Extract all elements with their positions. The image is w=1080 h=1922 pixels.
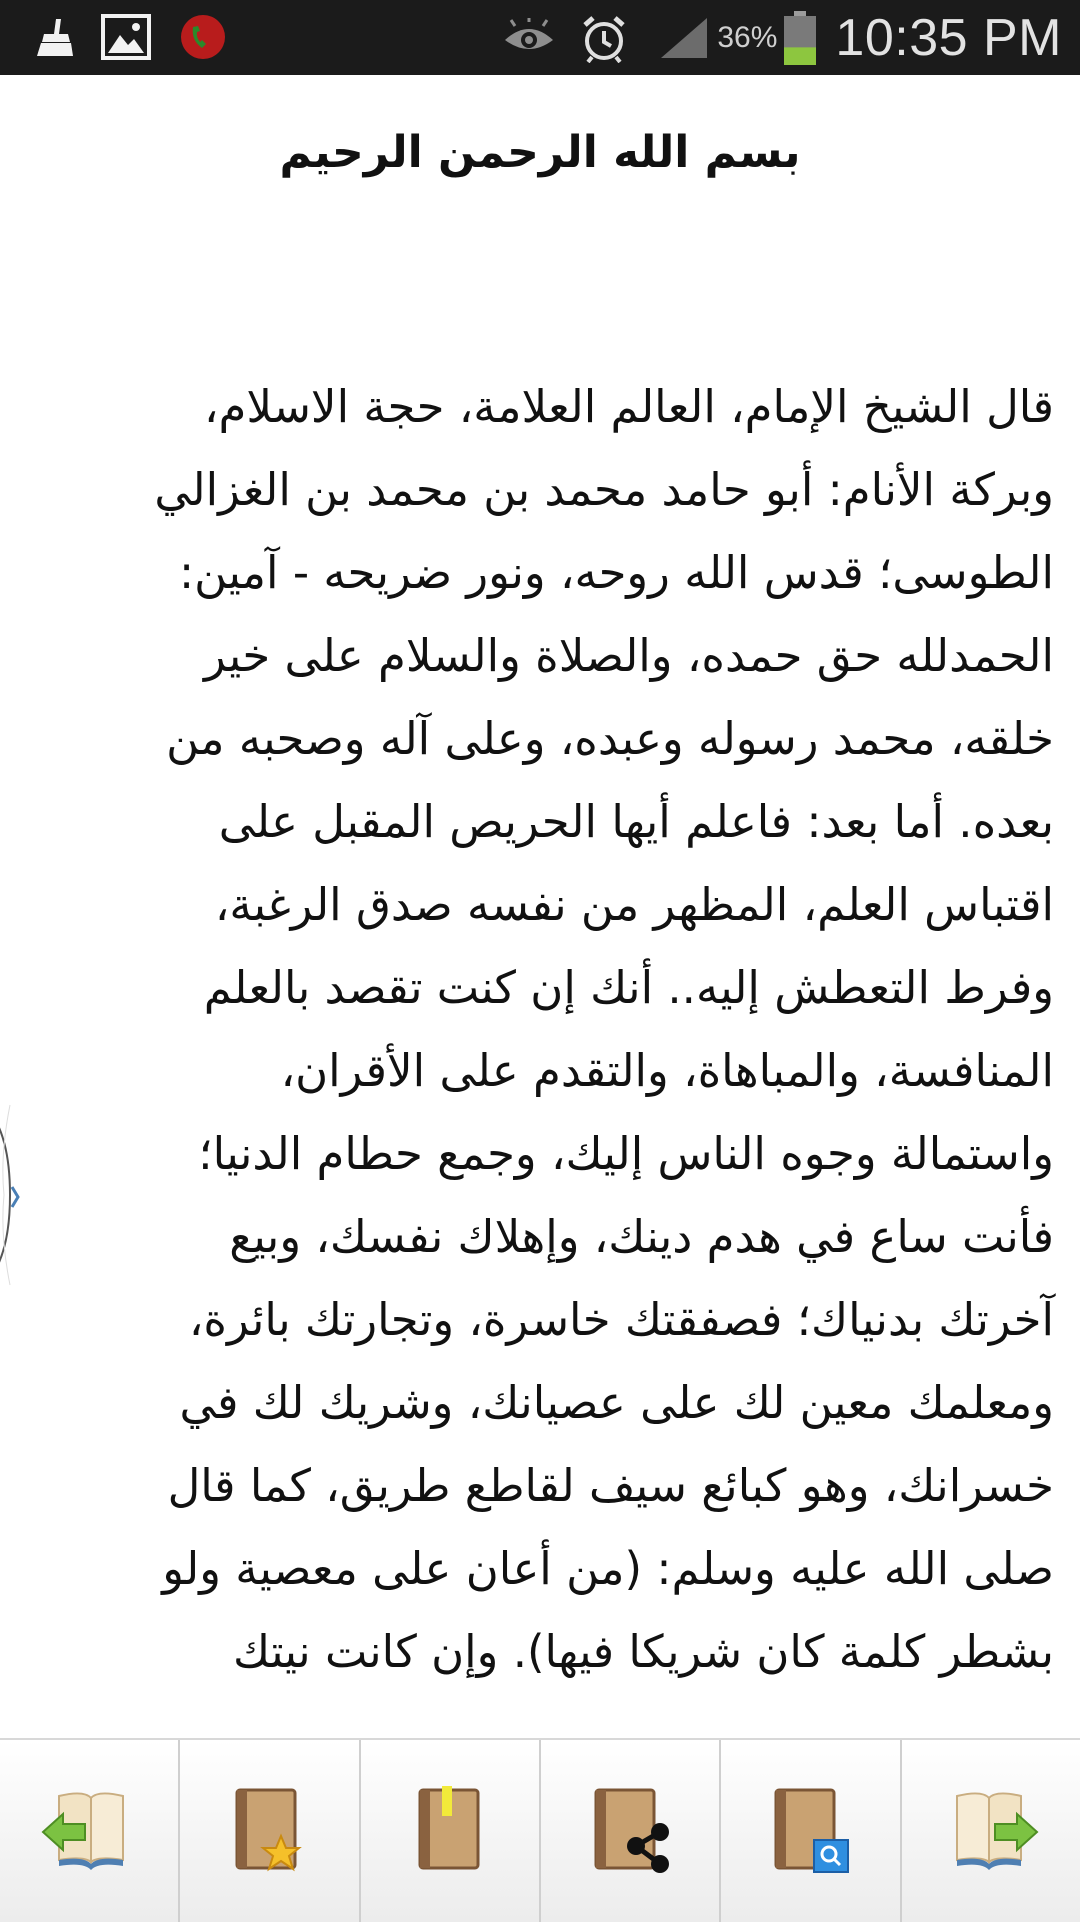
- book-arrow-right-icon: [941, 1784, 1041, 1878]
- battery-fill: [784, 47, 816, 65]
- alarm-icon: [579, 13, 629, 63]
- side-drawer-handle[interactable]: [0, 1095, 38, 1295]
- reader-content[interactable]: [0, 75, 1080, 1738]
- search-button[interactable]: [719, 1740, 899, 1922]
- text-line: وفرط التعطش إليه.. أنك إن كنت تقصد بالعلم: [203, 961, 1054, 1014]
- next-page-button[interactable]: [900, 1740, 1080, 1922]
- share-button[interactable]: [539, 1740, 719, 1922]
- favorite-button[interactable]: [178, 1740, 358, 1922]
- text-line: واستمالة وجوه الناس إليك، وجمع حطام الدنيا؛: [198, 1127, 1054, 1180]
- previous-page-button[interactable]: [0, 1740, 178, 1922]
- call-icon: [178, 12, 228, 62]
- status-indicators: [501, 0, 1062, 75]
- body-text: [64, 365, 1054, 1693]
- gallery-icon: [100, 13, 152, 61]
- text-line: فأنت ساع في هدم دينك، وإهلاك نفسك، وبيع: [229, 1210, 1054, 1263]
- text-line: اقتباس العلم، المظهر من نفسه صدق الرغبة،: [214, 878, 1054, 931]
- page-heading: بسم الله الرحمن الرحيم: [279, 127, 801, 178]
- text-line: ومعلمك معين لك على عصيانك، وشريك لك في: [179, 1376, 1054, 1429]
- signal-icon: [659, 16, 711, 60]
- book-star-icon: [219, 1784, 319, 1878]
- bottom-toolbar: [0, 1738, 1080, 1922]
- text-line: خسرانك، وهو كبائع سيف لقاطع طريق، كما قال: [167, 1459, 1054, 1512]
- text-line: صلى الله عليه وسلم: (من أعان على معصية ولو: [162, 1542, 1054, 1595]
- text-line: وبركة الأنام: أبو حامد محمد بن محمد بن الغزالي: [154, 463, 1054, 516]
- book-arrow-left-icon: [39, 1784, 139, 1878]
- notification-icons: [32, 12, 228, 62]
- bookmark-button[interactable]: [359, 1740, 539, 1922]
- text-line: المنافسة، والمباهاة، والتقدم على الأقران،: [280, 1044, 1054, 1097]
- battery-percent: 36%: [717, 20, 778, 54]
- eye-icon: [501, 18, 557, 58]
- status-bar: [0, 0, 1080, 75]
- book-search-icon: [760, 1784, 860, 1878]
- chevron-right-icon: [12, 1187, 18, 1207]
- clock: 10:35 PM: [835, 8, 1062, 67]
- text-line: آخرتك بدنياك؛ فصفقتك خاسرة، وتجارتك بائرة،: [188, 1293, 1054, 1346]
- text-line: الحمدلله حق حمده، والصلاة والسلام على خير: [203, 629, 1054, 682]
- text-line: قال الشيخ الإمام، العالم العلامة، حجة الاسلام،: [203, 380, 1054, 433]
- text-line: بعده. أما بعد: فاعلم أيها الحريص المقبل على: [218, 795, 1054, 848]
- book-share-icon: [580, 1784, 680, 1878]
- battery-icon: [783, 10, 817, 66]
- text-line: الطوسى؛ قدس الله روحه، ونور ضريحه - آمين:: [178, 546, 1054, 599]
- cleaner-icon: [32, 16, 74, 58]
- book-bookmark-icon: [400, 1784, 500, 1878]
- text-line: خلقه، محمد رسوله وعبده، وعلى آله وصحبه من: [166, 712, 1054, 765]
- text-line: بشطر كلمة كان شريكا فيها). وإن كانت نيتك: [233, 1625, 1054, 1678]
